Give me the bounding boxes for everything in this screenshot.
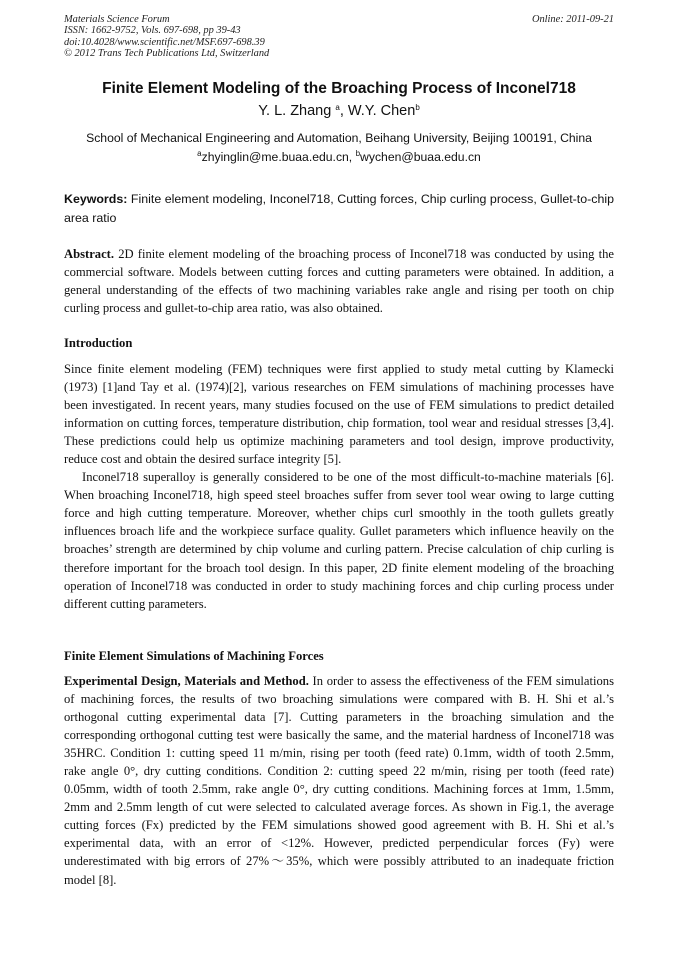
- keywords-block: [64, 190, 614, 228]
- email-1-superscript: a: [197, 149, 202, 158]
- doi-line: doi:10.4028/www.scientific.net/MSF.697-698.39: [64, 36, 265, 48]
- section2-text: In order to assess the effectiveness of the FEM simulations of machining forces, the results of two broaching simulations were compared with B. H. Shi et al.’s orthogonal cutting experimental data [7]. Cutting parameters in the broaching simulation and the corresponding orthogonal cutting test were basically the same, and the material hardness of Inconel718 was 35HRC. Condition 1: cutting speed 11 m/min, rising per tooth (feed rate) 0.1mm, width of tooth 2.5mm, rake angle 0°, dry cutting conditions. Condition 2: cutting speed 22 m/min, rising per tooth (feed rate) 0.05mm, width of tooth 2.5mm, rake angle 0°, dry cutting conditions. Machining forces at 1mm, 1.5mm, 2mm and 2.5mm length of cut were selected to calculated average forces. As shown in Fig.1, the average cutting forces (Fx) predicted by the FEM simulations showed good agreement with B. H. Shi et al.’s experimental data, with an error of <12%. However, predicted perpendicular forces (Fy) were underestimated with big errors of 27%～35%, which were possibly attributed to an inadequate friction model [8].: [64, 674, 615, 887]
- author-2-superscript: b: [415, 103, 420, 112]
- email-2-superscript: b: [355, 149, 361, 158]
- author-2: W.Y. Chen: [347, 103, 416, 119]
- online-date: Online: 2011-09-21: [531, 14, 614, 25]
- introduction-body: [64, 360, 614, 613]
- author-1-superscript: a: [335, 103, 340, 112]
- abstract-text: 2D finite element modeling of the broaching process of Inconel718 was conducted by using the commercial software. Models between cutting forces and cutting parameters were obtained. In addition, a general understanding of the effects of two machining variables rake angle and rising per tooth on chip curling process and gullet-to-chip area ratio, was also obtained.: [64, 247, 614, 316]
- introduction-paragraph-1: Since finite element modeling (FEM) techniques were first applied to study metal cutting by Klamecki (1973) [1]and Tay et al. (1974)[2], various researches on FEM simulations of machining processes have been investigated. In recent years, many studies focused on the use of FEM simulations to predict detailed information on cutting forces, temperature distribution, chip formation, tool wear and residual stresses [3,4]. These predictions could help us optimize machining parameters and tool design, improve productivity, reduce cost and obtain the desired surface integrity [5].: [64, 362, 614, 467]
- journal-name: Materials Science Forum: [64, 14, 170, 25]
- email-line: [0, 150, 678, 164]
- copyright-line: © 2012 Trans Tech Publications Ltd, Switzerland: [64, 48, 270, 60]
- author-separator: ,: [339, 103, 348, 119]
- keywords-text: Finite element modeling, Inconel718, Cutting forces, Chip curling process, Gullet-to-chip area ratio: [64, 192, 614, 225]
- paper-title: Finite Element Modeling of the Broaching Process of Inconel718: [102, 80, 576, 97]
- journal-header: [64, 14, 614, 60]
- introduction-paragraph-2: Inconel718 superalloy is generally considered to be one of the most difficult-to-machine materials [6]. When broaching Inconel718, high speed steel broaches suffer from sever tool wear owing to large cutting force and high cutting temperature. Moreover, whether chips curl smoothly in the tooth gullets greatly influences broach life and the workpiece surface quality. Gullet parameters which influence heavily on the broaches’ strength are determined by chip volume and curling pattern. Precise calculation of chip curling is therefore important for the broach tool design. In this paper, 2D finite element modeling of the broaching operation of Inconel718 was conducted in order to study machining forces and chip curling process under different cutting parameters.: [64, 470, 614, 611]
- section2-subheading: Experimental Design, Materials and Method.: [64, 674, 309, 688]
- abstract-block: [64, 245, 614, 317]
- section2-heading: Finite Element Simulations of Machining Forces: [64, 649, 324, 663]
- keywords-label: Keywords:: [64, 192, 128, 206]
- introduction-heading: Introduction: [64, 336, 133, 350]
- email-1: zhyinglin@me.buaa.edu.cn,: [201, 150, 356, 164]
- author-line: [0, 103, 678, 119]
- issn-line: ISSN: 1662-9752, Vols. 697-698, pp 39-43: [64, 25, 241, 37]
- section2-body: [64, 672, 614, 889]
- affiliation: School of Mechanical Engineering and Automation, Beihang University, Beijing 100191, China: [86, 131, 592, 145]
- email-2: wychen@buaa.edu.cn: [360, 150, 481, 164]
- author-1: Y. L. Zhang: [258, 103, 332, 119]
- abstract-label: Abstract.: [64, 247, 115, 261]
